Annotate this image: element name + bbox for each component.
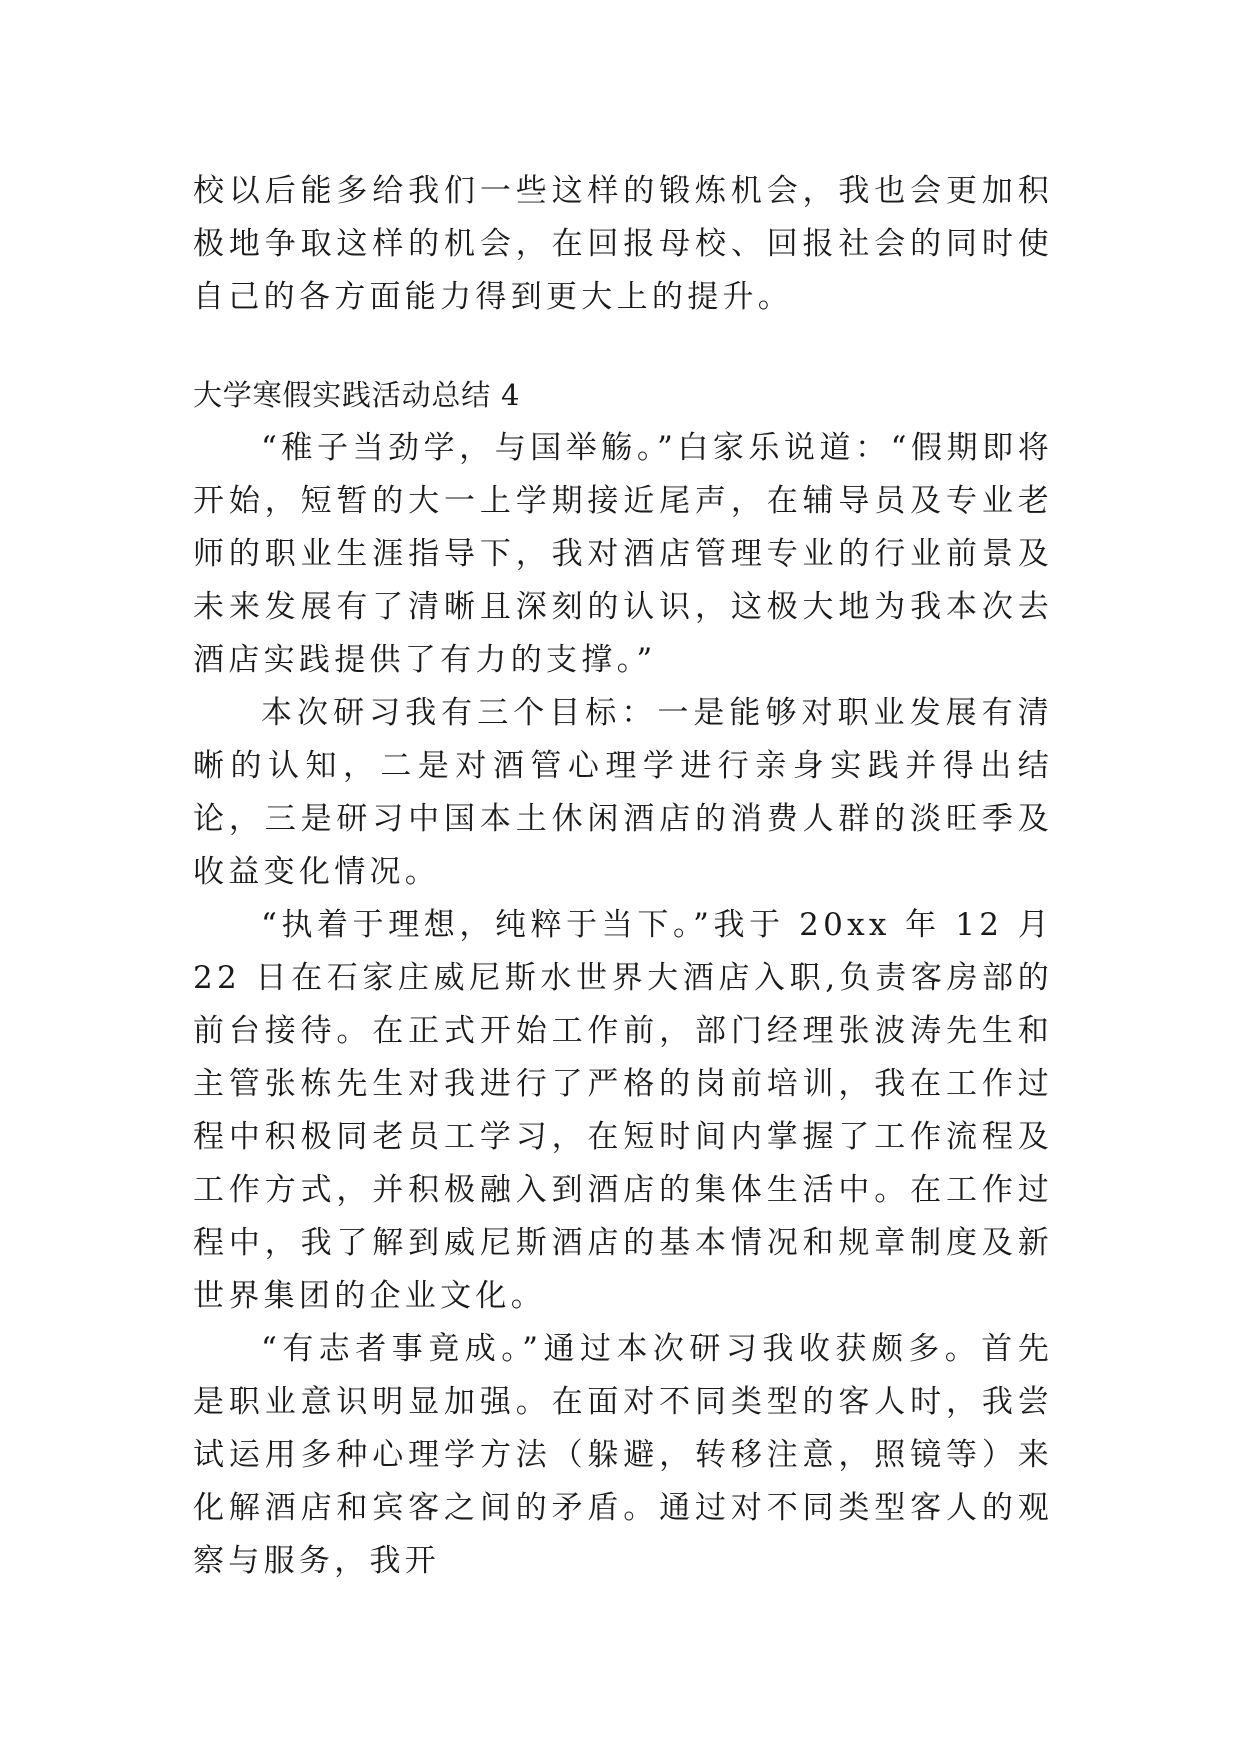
paragraph-2: 本次研习我有三个目标：一是能够对职业发展有清晰的认知，二是对酒管心理学进行亲身实践并得出结论，三是研习中国本土休闲酒店的消费人群的淡旺季及收益变化情况。 [193,695,1053,890]
section-spacer [193,324,1053,369]
paragraph-4: “有志者事竟成。”通过本次研习我收获颇多。首先是职业意识明显加强。在面对不同类型的客人时，我尝试运用多种心理学方法（躲避，转移注意，照镜等）来化解酒店和宾客之间的矛盾。通过对不同类型客人的观察与服务，我开 [193,1331,1053,1579]
paragraph-continuation: 校以后能多给我们一些这样的锻炼机会，我也会更加积极地争取这样的机会，在回报母校、回报社会的同时使自己的各方面能力得到更大上的提升。 [193,173,1053,315]
paragraph-1: “稚子当劲学，与国举觞。”白家乐说道：“假期即将开始，短暂的大一上学期接近尾声，在辅导员及专业老师的职业生涯指导下，我对酒店管理专业的行业前景及未来发展有了清晰且深刻的认识，这极大地为我本次去酒店实践提供了有力的支撑。” [193,430,1053,678]
paragraph-3: “执着于理想，纯粹于当下。”我于 20xx 年 12 月 22 日在石家庄威尼斯水世界大酒店入职,负责客房部的前台接待。在正式开始工作前，部门经理张波涛先生和主管张栋先生对我进行了严格的岗前培训，我在工作过程中积极同老员工学习，在短时间内掌握了工作流程及工作方式，并积极融入到酒店的集体生活中。在工作过程中，我了解到威尼斯酒店的基本情况和规章制度及新世界集团的企业文化。 [193,907,1053,1314]
document-body [193,165,1053,1588]
section-heading: 大学寒假实践活动总结 4 [193,378,521,412]
